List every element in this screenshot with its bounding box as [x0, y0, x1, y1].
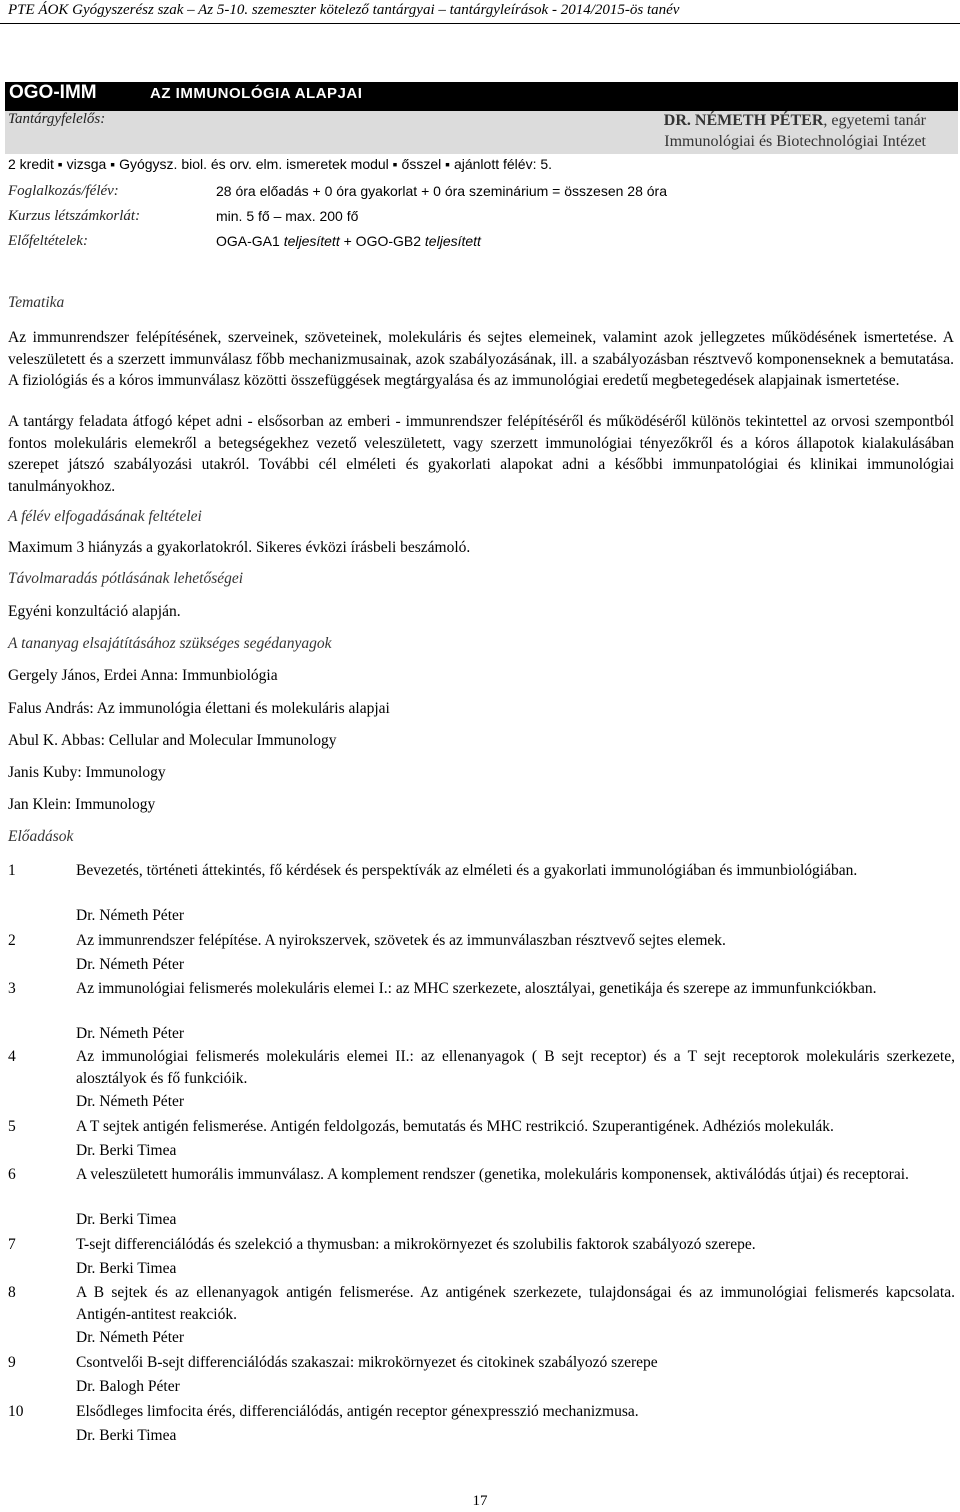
lecture-title: Bevezetés, történeti áttekintés, fő kérdések és perspektívák az elméleti és a gyakorlati immunológiában és immunbiológiában.	[76, 862, 858, 879]
course-title-bar	[5, 82, 958, 111]
limit-value: min. 5 fő – max. 200 fő	[216, 208, 359, 224]
lecture-lecturer: Dr. Berki Timea	[76, 1260, 177, 1277]
lecture-title: A T sejtek antigén felismerése. Antigén feldolgozás, bemutatás és MHC restrikció. Szuperantigének. Adhéziós molekulák.	[76, 1118, 834, 1135]
lecture-number: 9	[8, 1354, 16, 1371]
acceptance-text: Maximum 3 hiányzás a gyakorlatokról. Sikeres évközi írásbeli beszámoló.	[8, 539, 471, 556]
material-item: Janis Kuby: Immunology	[8, 764, 166, 781]
lecture-title: A B sejtek és az ellenanyagok antigén felismerése. Az antigének szerkezete, tulajdonságai és az immunológiai felismerés kapcsolata. Antigén-antitest reakciók.	[76, 1284, 955, 1323]
lecture-lecturer: Dr. Berki Timea	[76, 1211, 177, 1228]
tematika-paragraph-1: Az immunrendszer felépítésének, szerveinek, szöveteinek, molekuláris és sejtes elemeinek, valamint azok jellegzetes működésének ismertetése. A veleszületett és a szerzett immunválasz főbb mechanizmusainak, azok szabályozásának, ill. a szabályozásban résztvevő komponenseknek a bemutatása. A fiziológiás és a kóros immunválasz közötti összefüggések megtárgyalása és az immunológiai eredetű megbetegedések alapjainak ismertetése.	[8, 329, 954, 389]
lecture-lecturer: Dr. Balogh Péter	[76, 1378, 180, 1395]
header-rule	[0, 23, 960, 24]
materials-heading: A tananyag elsajátításához szükséges segédanyagok	[8, 635, 332, 652]
lecture-number: 8	[8, 1284, 16, 1301]
lecture-number: 1	[8, 862, 16, 879]
lecture-title: A veleszületett humorális immunválasz. A komplement rendszer (genetika, molekuláris komponensek, aktiválódás útjai) és receptorai.	[76, 1166, 909, 1183]
lecture-number: 7	[8, 1236, 16, 1253]
prereq-status-2: teljesített	[424, 233, 481, 249]
lecture-title: T-sejt differenciálódás és szelekció a thymusban: a mikrokörnyezet és szolubilis faktorok szabályozó szerepe.	[76, 1236, 756, 1253]
material-item: Gergely János, Erdei Anna: Immunbiológia	[8, 667, 278, 684]
lecture-number: 5	[8, 1118, 16, 1135]
lecture-lecturer: Dr. Németh Péter	[76, 1025, 185, 1042]
hours-label: Foglalkozás/félév:	[8, 183, 119, 199]
responsible-name: DR. NÉMETH PÉTER	[663, 112, 824, 129]
tematika-heading: Tematika	[8, 294, 65, 311]
makeup-text: Egyéni konzultáció alapján.	[8, 603, 181, 620]
makeup-heading: Távolmaradás pótlásának lehetőségei	[8, 570, 244, 587]
prereq-status-1: teljesített	[283, 233, 340, 249]
acceptance-heading: A félév elfogadásának feltételei	[8, 508, 202, 525]
lecture-number: 4	[8, 1048, 16, 1065]
lecture-title: Csontvelői B-sejt differenciálódás szakaszai: mikrokörnyezet és citokinek szabályozó szerepe	[76, 1354, 658, 1371]
lecture-number: 10	[8, 1403, 24, 1420]
institute-name: Immunológiai és Biotechnológiai Intézet	[664, 133, 926, 150]
material-item: Falus András: Az immunológia élettani és molekuláris alapjai	[8, 700, 390, 717]
material-item: Jan Klein: Immunology	[8, 796, 156, 813]
lecture-title: Az immunológiai felismerés molekuláris elemei II.: az ellenanyagok ( B sejt receptor) és a T sejt receptorok molekuláris szerkezete, alosztályok és fő funkcióik.	[76, 1048, 955, 1087]
course-name: AZ IMMUNOLÓGIA ALAPJAI	[150, 85, 363, 102]
lecture-title: Elsődleges limfocita érés, differenciálódás, antigén receptor génexpresszió mechanizmusa.	[76, 1403, 639, 1420]
responsible-label: Tantárgyfelelős:	[8, 111, 106, 127]
lecture-number: 2	[8, 932, 16, 949]
lecture-number: 3	[8, 980, 16, 997]
responsible-title: , egyetemi tanár	[823, 112, 926, 129]
page-number: 17	[472, 1493, 488, 1509]
lecture-title: Az immunológiai felismerés molekuláris elemei I.: az MHC szerkezete, alosztályai, genetikája és szerepe az immunfunkciókban.	[76, 980, 877, 997]
prereq-value	[216, 233, 481, 249]
hours-value: 28 óra előadás + 0 óra gyakorlat + 0 óra szeminárium = összesen 28 óra	[216, 183, 667, 199]
running-header: PTE ÁOK Gyógyszerész szak – Az 5-10. szemeszter kötelező tantárgyai – tantárgyleírások - 2014/2015-ös tanév	[8, 2, 680, 18]
lecture-lecturer: Dr. Németh Péter	[76, 907, 185, 924]
prereq-label: Előfeltételek:	[8, 233, 88, 249]
lectures-heading: Előadások	[8, 828, 74, 845]
lecture-lecturer: Dr. Berki Timea	[76, 1427, 177, 1444]
prereq-code-1: OGA-GA1	[216, 233, 280, 249]
course-code: OGO-IMM	[9, 82, 97, 103]
limit-label: Kurzus létszámkorlát:	[8, 208, 141, 224]
lecture-lecturer: Dr. Németh Péter	[76, 1093, 185, 1110]
lecture-lecturer: Dr. Németh Péter	[76, 956, 185, 973]
responsible-info	[664, 110, 926, 152]
lecture-lecturer: Dr. Németh Péter	[76, 1329, 185, 1346]
lecture-lecturer: Dr. Berki Timea	[76, 1142, 177, 1159]
lecture-title: Az immunrendszer felépítése. A nyirokszervek, szövetek és az immunválaszban résztvevő sejtes elemek.	[76, 932, 726, 949]
credit-line: 2 kredit ▪ vizsga ▪ Gyógysz. biol. és orv. elm. ismeretek modul ▪ ősszel ▪ ajánlott félév: 5.	[8, 156, 553, 172]
lecture-number: 6	[8, 1166, 16, 1183]
material-item: Abul K. Abbas: Cellular and Molecular Immunology	[8, 732, 337, 749]
prereq-code-2: + OGO-GB2	[343, 233, 422, 249]
tematika-paragraph-2: A tantárgy feladata átfogó képet adni - elsősorban az emberi - immunrendszer felépítéséről és működéséről különös tekintettel az orvosi szempontból fontos molekuláris elemekről a betegségekhez vezető veleszületett, vagy szerzett immunológiai tényezőkről és a kóros állapotok kialakulásában szerepet játszó szabályozási utakról. További cél elméleti és gyakorlati alapokat adni a későbbi immunpatológiai és klinikai immunológiai tanulmányokhoz.	[8, 413, 954, 495]
